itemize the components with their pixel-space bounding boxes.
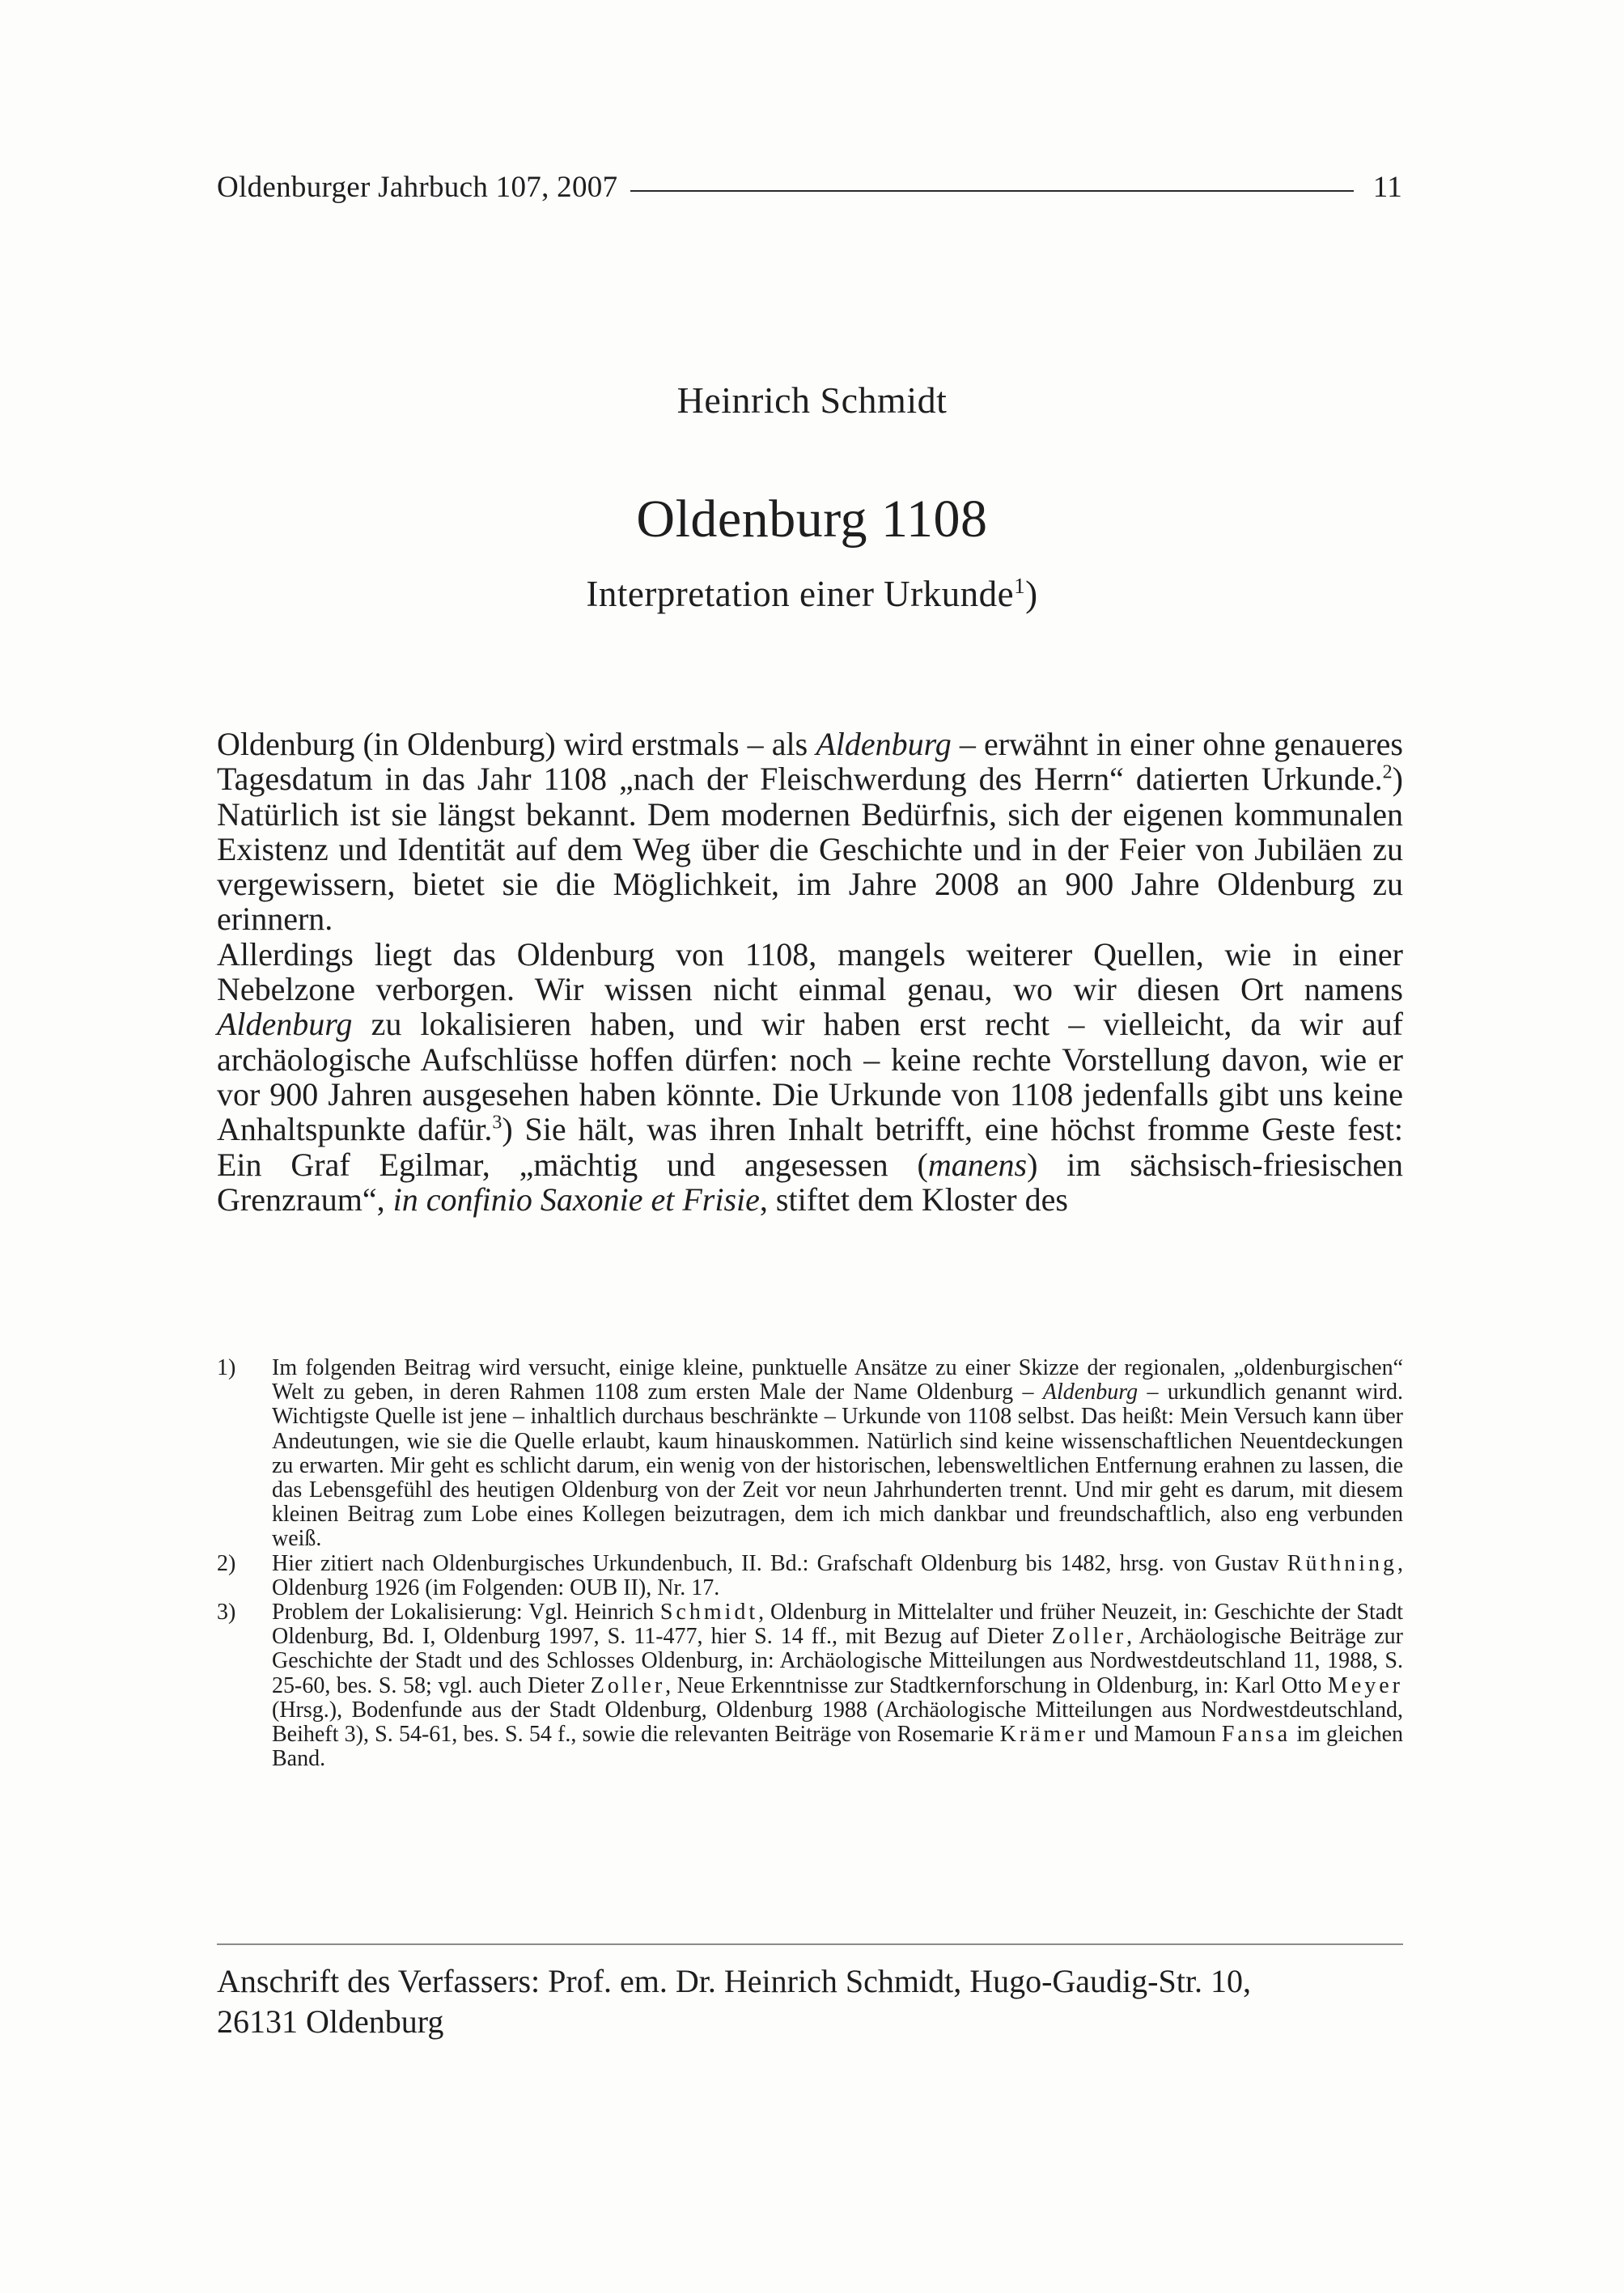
footnote-number: 3) [217,1600,236,1625]
footnote-number: 1) [217,1355,236,1380]
footnote-ref-3: 3 [492,1112,502,1134]
spaced-name: Zoller [590,1672,666,1698]
header-rule [630,190,1353,192]
footnote-3 [217,1600,1403,1771]
footnote-1 [217,1356,1403,1552]
subtitle-paren: ) [1025,574,1038,614]
article-author: Heinrich Schmidt [676,379,948,421]
article-subtitle [0,573,1624,615]
italic-aldenburg: Aldenburg [217,1006,353,1043]
page-number: 11 [1372,171,1402,204]
address-separator-rule [217,1943,1403,1945]
italic-manens: manens [927,1146,1028,1183]
spaced-name: Schmidt [659,1600,759,1625]
journal-name: Oldenburger Jahrbuch 107, 2007 [217,171,618,204]
spaced-name: Fansa [1221,1722,1291,1748]
footnote-text: Hier zitiert nach Oldenburgisches Urkundenbuch, II. Bd.: Grafschaft Oldenburg bis 1482, hrsg. von Gustav Rüthning, Oldenburg 1926 (im Folgenden: OUB II), Nr. 17. [272,1550,1403,1600]
address-line-2: 26131 Oldenburg [217,2003,444,2040]
footnote-text: Im folgenden Beitrag wird versucht, einige kleine, punktuelle Ansätze zu einer Skizze der regionalen, „oldenburgischen“ Welt zu geben, in deren Rahmen 1108 zum ersten Male der Name Oldenburg – Aldenburg – urkundlich genannt wird. Wichtigste Quelle ist jene – inhaltlich durchaus beschränkte – Urkunde von 1108 selbst. Das heißt: Mein Versuch kann über Andeutungen, wie sie die Quelle erlaubt, kaum hinauskommen. Natürlich sind keine wissenschaftlichen Neuentdeckungen zu erwarten. Mir geht es schlicht darum, ein wenig von der historischen, lebensweltlichen Entfernung erahnen zu lassen, die das Lebensgefühl des heutigen Oldenburg von der Zeit vor neun Jahrhunderten trennt. Und mir geht es darum, mit diesem kleinen Beitrag zum Lobe eines Kollegen beizutragen, dem ich mich dankbar und freundschaftlich, also eng verbunden weiß. [272,1355,1403,1552]
paragraph-2: Allerdings liegt das Oldenburg von 1108, mangels weiterer Quellen, wie in einer Nebelzone verborgen. Wir wissen nicht einmal genau, wo wir diesen Ort namens Aldenburg zu lokalisieren haben, und wir haben erst recht – vielleicht, da wir auf archäologische Aufschlüsse hoffen dürfen: noch – keine rechte Vorstellung davon, wie er vor 900 Jahren ausgesehen haben könnte. Die Urkunde von 1108 jedenfalls gibt uns keine Anhaltspunkte dafür.$^3$) Sie hält, was ihren Inhalt betrifft, eine höchst fromme Geste fest: Ein Graf Egilmar, „mächtig und angesessen (manens) im sächsisch-friesischen Grenzraum“, in confinio Saxonie et Frisie, stiftet dem Kloster des [217,935,1403,1218]
address-line-1: Anschrift des Verfassers: Prof. em. Dr. Heinrich Schmidt, Hugo-Gaudig-Str. 10, [217,1963,1251,1999]
footnote-ref-2: 2 [1382,761,1393,783]
italic-aldenburg: Aldenburg [816,726,952,762]
spaced-name: Meyer [1327,1672,1403,1698]
footnote-number: 2) [217,1550,236,1576]
footnote-2 [217,1552,1403,1600]
spaced-name: Zoller [1051,1624,1127,1650]
spaced-name: Krämer [999,1722,1089,1748]
subtitle-text: Interpretation einer Urkunde [586,574,1015,614]
footnote-ref-1: 1 [1014,574,1026,598]
article-title: Oldenburg 1108 [636,490,988,549]
footnote-text: Problem der Lokalisierung: Vgl. Heinrich Schmidt, Oldenburg in Mittelalter und früher Neuzeit, in: Geschichte der Stadt Oldenburg, Bd. I, Oldenburg 1997, S. 11-477, hier S. 14 ff., mit Bezug auf Dieter Zoller, Archäologische Beiträge zur Geschichte der Stadt und des Schlosses Oldenburg, in: Archäologische Mitteilungen aus Nordwestdeutschland 11, 1988, S. 25-60, bes. S. 58; vgl. auch Dieter Zoller, Neue Erkenntnisse zur Stadtkernforschung in Oldenburg, in: Karl Otto Meyer (Hrsg.), Bodenfunde aus der Stadt Oldenburg, Oldenburg 1988 (Archäologische Mitteilungen aus Nordwestdeutschland, Beiheft 3), S. 54-61, bes. S. 54 f., sowie die relevanten Beiträge von Rosemarie Krämer und Mamoun Fansa im gleichen Band. [272,1600,1404,1772]
italic-latin-quote: in confinio Saxonie et Frisie [392,1180,760,1218]
spaced-name: Rüthning [1287,1550,1397,1576]
footnotes [217,1356,1403,1771]
body-text [217,727,1403,1217]
author-address [217,1961,1403,2042]
paragraph-1: Oldenburg (in Oldenburg) wird erstmals – als Aldenburg – erwähnt in einer ohne genaueres Tagesdatum in das Jahr 1108 „nach der Fleischwerdung des Herrn“ datierten Urkunde.$^2$) Natürlich ist sie längst bekannt. Dem modernen Bedürfnis, sich der eigenen kommunalen Existenz und Identität auf dem Weg über die Geschichte und in der Feier von Jubiläen zu vergewissern, bietet sie die Möglichkeit, im Jahre 2008 an 900 Jahre Oldenburg zu erinnern. [217,726,1404,938]
running-header [217,170,1402,205]
